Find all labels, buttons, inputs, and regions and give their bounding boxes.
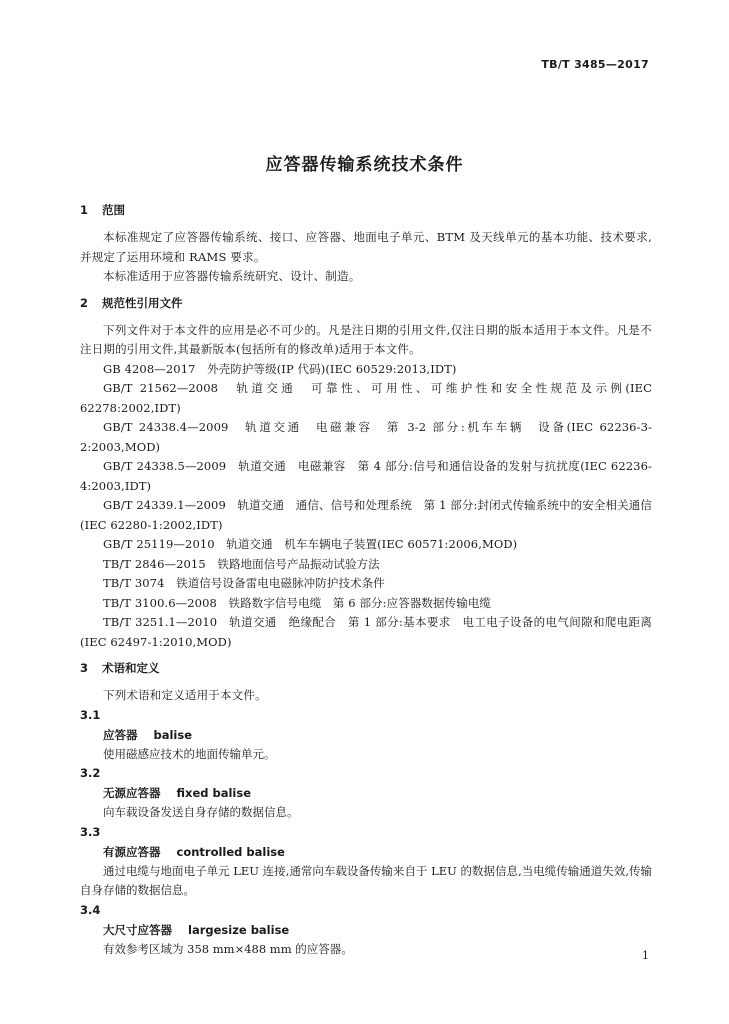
document-title: 应答器传输系统技术条件 xyxy=(265,155,464,175)
reference-item: GB/T 24339.1—2009 轨道交通 通信、信号和处理系统 第 1 部分:封闭式传输系统中的安全相关通信(IEC 62280-1:2002,IDT) xyxy=(80,498,652,532)
term-number: 3.3 xyxy=(80,824,101,839)
reference-item: GB/T 24338.5—2009 轨道交通 电磁兼容 第 4 部分:信号和通信设备的发射与抗扰度(IEC 62236-4:2003,IDT) xyxy=(80,459,652,493)
term-zh: 大尺寸应答器 xyxy=(103,922,172,937)
term-number: 3.2 xyxy=(80,766,101,780)
section-title: 规范性引用文件 xyxy=(102,295,183,310)
reference-item: GB/T 25119—2010 轨道交通 机车车辆电子装置(IEC 60571:2006,MOD) xyxy=(103,537,518,551)
document-body xyxy=(80,202,652,959)
term-zh: 有源应答器 xyxy=(103,844,161,859)
term-definition: 通过电缆与地面电子单元 LEU 连接,通常向车载设备传输来自于 LEU 的数据信息,当电缆传输通道失效,传输自身存储的数据信息。 xyxy=(80,863,652,897)
reference-item: GB 4208—2017 外壳防护等级(IP 代码)(IEC 60529:2013,IDT) xyxy=(103,361,457,376)
section-heading-2 xyxy=(80,295,652,311)
section-heading-3 xyxy=(80,660,652,676)
term-title xyxy=(103,920,652,940)
section-body-3 xyxy=(80,686,652,959)
section-number: 3 xyxy=(80,661,89,675)
term-zh: 无源应答器 xyxy=(103,786,161,800)
paragraph: 本标准规定了应答器传输系统、接口、应答器、地面电子单元、BTM 及天线单元的基本功能、技术要求,并规定了运用环境和 RAMS 要求。 xyxy=(80,230,652,264)
term-title xyxy=(103,842,652,862)
reference-item: GB/T 24338.4—2009 轨道交通 电磁兼容 第 3-2 部分:机车车辆 设备(IEC 62236-3-2:2003,MOD) xyxy=(80,420,652,454)
term-title xyxy=(103,725,652,745)
term-en: fixed balise xyxy=(176,786,251,800)
term-en: balise xyxy=(153,727,193,742)
paragraph: 下列文件对于本文件的应用是必不可少的。凡是注日期的引用文件,仅注日期的版本适用于本文件。凡是不注日期的引用文件,其最新版本(包括所有的修改单)适用于本文件。 xyxy=(80,322,652,356)
page-number: 1 xyxy=(642,949,649,962)
section-body-1 xyxy=(80,228,652,287)
term-title xyxy=(103,783,652,803)
reference-item: TB/T 2846—2015 铁路地面信号产品振动试验方法 xyxy=(103,556,380,571)
term-definition: 向车载设备发送自身存储的数据信息。 xyxy=(103,805,299,819)
term-en: largesize balise xyxy=(188,922,290,937)
reference-item: GB/T 21562—2008 轨道交通 可靠性、可用性、可维护性和安全性规范及示例(IEC 62278:2002,IDT) xyxy=(80,381,652,415)
section-body-2 xyxy=(80,321,652,653)
section-title: 术语和定义 xyxy=(102,661,160,675)
section-number: 2 xyxy=(80,295,89,310)
section-heading-1 xyxy=(80,202,652,218)
term-number: 3.4 xyxy=(80,902,101,917)
document-code: TB/T 3485—2017 xyxy=(541,58,649,71)
reference-item: TB/T 3100.6—2008 铁路数字信号电缆 第 6 部分:应答器数据传输电缆 xyxy=(103,595,492,610)
paragraph: 下列术语和定义适用于本文件。 xyxy=(103,688,267,702)
section-title: 范围 xyxy=(102,203,125,217)
term-definition: 使用磁感应技术的地面传输单元。 xyxy=(103,746,276,761)
term-definition: 有效参考区域为 358 mm×488 mm 的应答器。 xyxy=(103,941,353,956)
paragraph: 本标准适用于应答器传输系统研究、设计、制造。 xyxy=(103,269,361,283)
term-en: controlled balise xyxy=(176,844,285,859)
term-number: 3.1 xyxy=(80,707,101,722)
reference-item: TB/T 3251.1—2010 轨道交通 绝缘配合 第 1 部分:基本要求 电工电子设备的电气间隙和爬电距离(IEC 62497-1:2010,MOD) xyxy=(80,615,652,649)
section-number: 1 xyxy=(80,203,89,217)
term-zh: 应答器 xyxy=(103,727,138,742)
reference-item: TB/T 3074 铁道信号设备雷电电磁脉冲防护技术条件 xyxy=(103,576,385,590)
